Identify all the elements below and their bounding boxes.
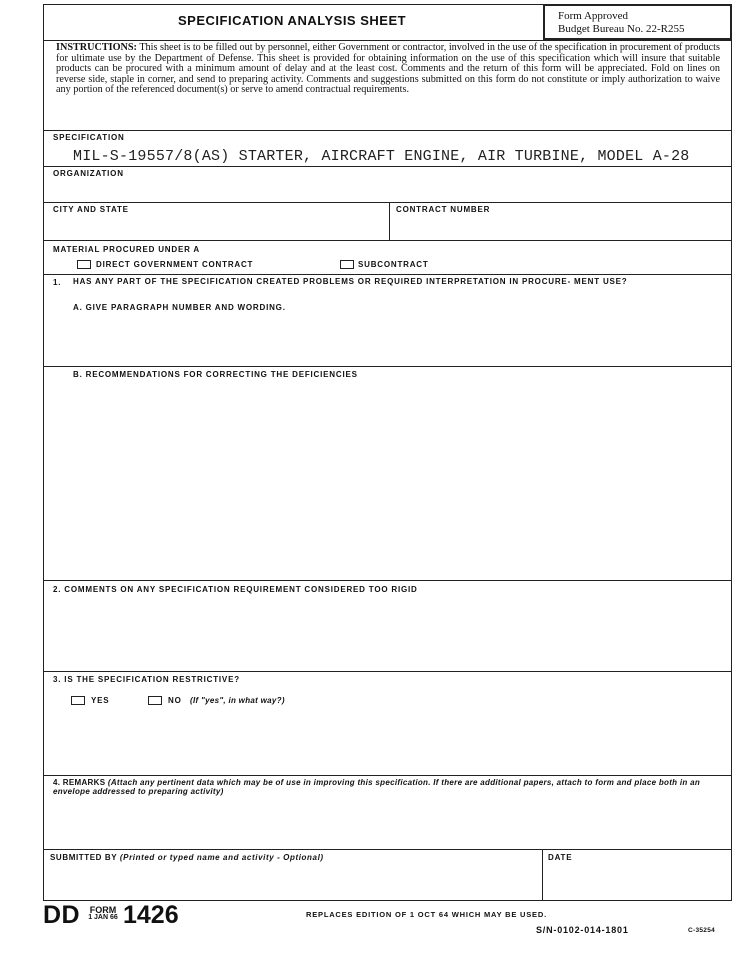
- divider: [43, 671, 732, 672]
- subcontract-label: SUBCONTRACT: [358, 260, 429, 269]
- no-hint: (If "yes", in what way?): [190, 696, 285, 705]
- yes-checkbox[interactable]: [71, 696, 85, 705]
- form-code: C-35254: [688, 927, 716, 934]
- q1b-answer-area[interactable]: [45, 382, 730, 578]
- form-word: FORM: [89, 905, 117, 915]
- form-title: SPECIFICATION ANALYSIS SHEET: [178, 13, 407, 28]
- form-edition-block: [86, 906, 120, 922]
- form-number: 1426: [123, 901, 179, 929]
- contract-number-label: CONTRACT NUMBER: [396, 205, 491, 214]
- submitted-block: [50, 853, 324, 862]
- divider: [43, 775, 732, 776]
- instructions-block: [56, 43, 720, 96]
- replaces-note: REPLACES EDITION OF 1 OCT 64 WHICH MAY BE USED.: [306, 910, 547, 919]
- q1a-label: A. GIVE PARAGRAPH NUMBER AND WORDING.: [73, 303, 286, 312]
- divider: [43, 166, 732, 167]
- divider: [43, 274, 732, 275]
- material-label: MATERIAL PROCURED UNDER A: [53, 245, 200, 254]
- specification-label: SPECIFICATION: [53, 133, 125, 142]
- instructions-body: This sheet is to be filled out by personnel, either Government or contractor, involved in the use of the specification in procurement of products for ultimate use by the Department of Defense. This sheet is provided for obtaining information on the use of this specification which will insure that suitable products can be procured with a minimum amount of delay and at the least cost. Comments and the return of this form will be appreciated. Fold on lines on reverse side, staple in corner, and send to preparing activity. Comments and suggestions submitted on this form do not constitute or imply authorization to waive any portion of the referenced document(s) or serve to amend contractual requirements.: [56, 42, 720, 96]
- q1-number: 1.: [53, 278, 62, 287]
- q4-block: [53, 779, 729, 796]
- organization-field[interactable]: [45, 178, 730, 200]
- divider: [43, 580, 732, 581]
- date-field[interactable]: [545, 864, 730, 899]
- organization-label: ORGANIZATION: [53, 169, 124, 178]
- divider: [43, 240, 732, 241]
- submitted-label: SUBMITTED BY: [50, 853, 118, 862]
- q2-answer-area[interactable]: [45, 597, 730, 669]
- q1-text: HAS ANY PART OF THE SPECIFICATION CREATED PROBLEMS OR REQUIRED INTERPRETATION IN PROCURE- MENT USE?: [73, 277, 628, 286]
- divider: [43, 849, 732, 850]
- no-checkbox[interactable]: [148, 696, 162, 705]
- specification-value[interactable]: MIL-S-19557/8(AS) STARTER, AIRCRAFT ENGINE, AIR TURBINE, MODEL A-28: [73, 148, 690, 165]
- direct-contract-label: DIRECT GOVERNMENT CONTRACT: [96, 260, 254, 269]
- q2-label: 2. COMMENTS ON ANY SPECIFICATION REQUIREMENT CONSIDERED TOO RIGID: [53, 585, 418, 594]
- city-state-field[interactable]: [45, 214, 385, 238]
- divider: [542, 849, 543, 901]
- divider: [43, 366, 732, 367]
- subcontract-checkbox[interactable]: [340, 260, 354, 269]
- yes-label: YES: [91, 696, 110, 705]
- stock-number: S/N-0102-014-1801: [536, 925, 629, 935]
- divider: [43, 40, 732, 41]
- q1a-answer-area[interactable]: [45, 315, 730, 365]
- q1b-label: B. RECOMMENDATIONS FOR CORRECTING THE DEFICIENCIES: [73, 370, 358, 379]
- q3-label: 3. IS THE SPECIFICATION RESTRICTIVE?: [53, 675, 240, 684]
- q4-answer-area[interactable]: [45, 800, 730, 847]
- dd-mark: DD: [43, 901, 81, 929]
- divider: [43, 202, 732, 203]
- divider: [389, 202, 390, 240]
- approval-line-2: Budget Bureau No. 22-R255: [558, 23, 685, 35]
- approval-line-1: Form Approved: [558, 10, 628, 22]
- divider: [43, 130, 732, 131]
- submitted-by-field[interactable]: [45, 864, 540, 899]
- city-state-label: CITY AND STATE: [53, 205, 129, 214]
- q4-label: 4. REMARKS: [53, 778, 106, 787]
- direct-contract-checkbox[interactable]: [77, 260, 91, 269]
- contract-number-field[interactable]: [392, 214, 730, 238]
- no-label: NO: [168, 696, 182, 705]
- date-label: DATE: [548, 853, 573, 862]
- form-date: 1 JAN 66: [88, 914, 118, 921]
- q3-answer-area[interactable]: [45, 710, 730, 774]
- submitted-hint: (Printed or typed name and activity - Optional): [119, 853, 324, 862]
- q4-hint: (Attach any pertinent data which may be of use in improving this specification. If there are additional papers, attach to form and place both in an envelope addressed to preparing activity): [53, 778, 701, 796]
- instructions-heading: INSTRUCTIONS:: [56, 42, 137, 53]
